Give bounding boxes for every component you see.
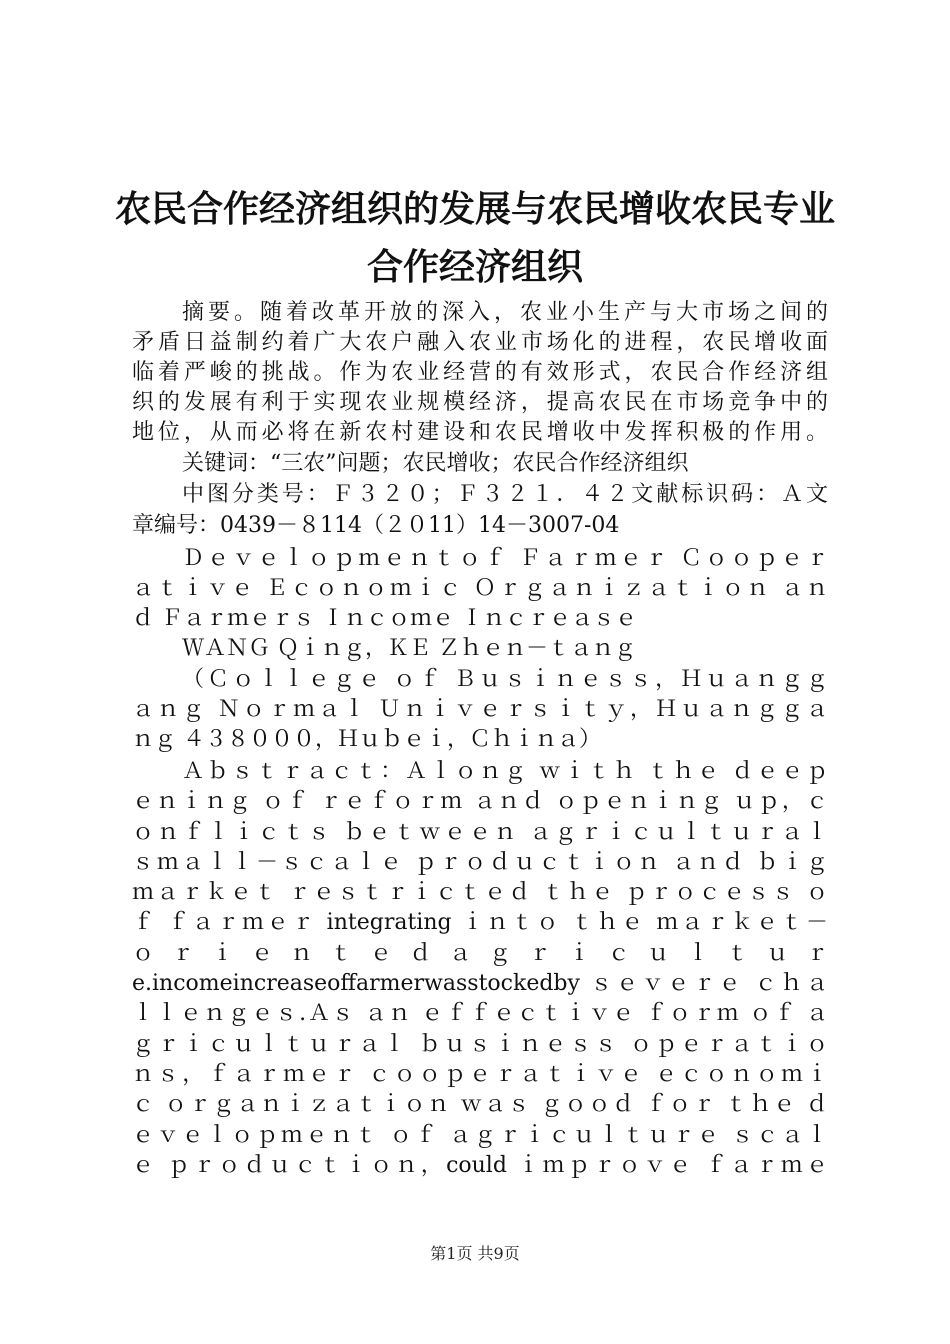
abstract-en-line: ｇｒｉｃｕｌｔｕｒａｌ ｂｕｓｉｎｅｓｓ ｏｐｅｒａｔｉｏ xyxy=(132,1032,828,1057)
affiliation-line: （Ｃｏｌｌｅｇｅ ｏｆ Ｂｕｓｉｎｅｓｓ，Ｈｕａｎｇｇ xyxy=(182,667,828,692)
abstract-en-line: ｌｌｅｎｇｅｓ.Ａｓ ａｎ ｅｆｆｅｃｔｉｖｅ ｆｏｒｍ ｏｆ ａ xyxy=(132,1001,828,1026)
abstract-en-line: ｃ ｏｒｇａｎｉｚａｔｉｏｎ ｗａｓ ｇｏｏｄ ｆｏｒ ｔｈｅ ｄ xyxy=(132,1092,828,1117)
affiliation-line: ｎｇ ４３８０００，Ｈｕｂｅｉ，Ｃｈｉｎａ） xyxy=(132,727,601,752)
abstract-en-line: Ａｂｓｔｒａｃｔ：Ａｌｏｎｇ ｗｉｔｈ ｔｈｅ ｄｅｅｐ xyxy=(182,759,828,784)
document-title-line-1: 农民合作经济组织的发展与农民增收农民专业 xyxy=(114,189,835,230)
abstract-en-line: ｏｎｆｌｉｃｔｓ ｂｅｔｗｅｅｎ ａｇｒｉｃｕｌｔｕｒａｌ xyxy=(132,820,828,845)
english-title-line: ａｔｉｖｅ Ｅｃｏｎｏｍｉｃ Ｏｒｇａｎｉｚａｔｉｏｎ ａｎ xyxy=(132,576,828,601)
abstract-cn-line: 摘要。随着改革开放的深入，农业小生产与大市场之间的 xyxy=(182,300,828,325)
classification-line: 中图分类号：Ｆ３２０；Ｆ３２１．４２文献标识码：Ａ文 xyxy=(182,482,828,507)
document-title-line-2: 合作经济组织 xyxy=(366,247,583,288)
abstract-en-line: ｅ ｐｒｏｄｕｃｔｉｏｎ，could ｉｍｐｒｏｖｅ ｆａｒｍｅ xyxy=(132,1153,828,1178)
abstract-en-line: ｅｎｉｎｇ ｏｆ ｒｅｆｏｒｍ ａｎｄ ｏｐｅｎｉｎｇ ｕｐ，ｃ xyxy=(132,789,828,814)
abstract-en-line: ｓｍａｌｌ－ｓｃａｌｅ ｐｒｏｄｕｃｔｉｏｎ ａｎｄ ｂｉｇ xyxy=(132,850,828,875)
abstract-cn-line: 织的发展有利于实现农业规模经济，提高农民在市场竞争中的 xyxy=(132,390,828,415)
abstract-en-line: ｏ ｒ ｉ ｅ ｎ ｔ ｅ ｄ ａ ｇ ｒ ｉ ｃ ｕ ｌ ｔ ｕ ｒ xyxy=(132,941,828,966)
abstract-en-line: ｆ ｆａｒｍｅｒ integrating ｉｎｔｏ ｔｈｅ ｍａｒｋｅｔ－ xyxy=(132,910,828,935)
abstract-en-line: ｍａｒｋｅｔ ｒｅｓｔｒｉｃｔｅｄ ｔｈｅ ｐｒｏｃｅｓｓ ｏ xyxy=(132,880,828,905)
abstract-cn-line: 矛盾日益制约着广大农户融入农业市场化的进程，农民增收面 xyxy=(132,330,828,355)
english-title-line: Ｄｅｖｅｌｏｐｍｅｎｔｏｆ Ｆａｒｍｅｒ Ｃｏｏｐｅｒ xyxy=(182,546,828,571)
authors-line: ＷＡＮＧ Ｑｉｎｇ，ＫＥ Ｚｈｅｎ－ｔａｎｇ xyxy=(182,636,636,661)
abstract-en-line: ｎｓ，ｆａｒｍｅｒ ｃｏｏｐｅｒａｔｉｖｅ ｅｃｏｎｏｍｉ xyxy=(132,1062,828,1087)
abstract-cn-line: 地位，从而必将在新农村建设和农民增收中发挥积极的作用。 xyxy=(132,420,828,445)
abstract-cn-line: 临着严峻的挑战。作为农业经营的有效形式，农民合作经济组 xyxy=(132,360,828,385)
english-title-line: ｄ Ｆａｒｍｅｒｓ Ｉｎｃｏｍｅ Ｉｎｃｒｅａｓｅ xyxy=(132,606,637,631)
abstract-en-line: e.incomeincreaseoffarmerwasstockedby ｓｅｖｅｒｅ ｃｈａ xyxy=(132,971,828,996)
affiliation-line: ａｎｇ Ｎｏｒｍａｌ Ｕｎｉｖｅｒｓｉｔｙ，Ｈｕａｎｇｇａ xyxy=(132,697,828,722)
article-number-line: 章编号：0439－８114（２０11）14－3007-04 xyxy=(132,513,620,538)
page-footer: 第1页 共9页 xyxy=(430,1244,520,1263)
abstract-en-line: ｅｖｅｌｏｐｍｅｎｔ ｏｆ ａｇｒｉｃｕｌｔｕｒｅ ｓｃａｌ xyxy=(132,1123,828,1148)
keywords-line: 关键词：“三农”问题；农民增收；农民合作经济组织 xyxy=(182,451,689,476)
